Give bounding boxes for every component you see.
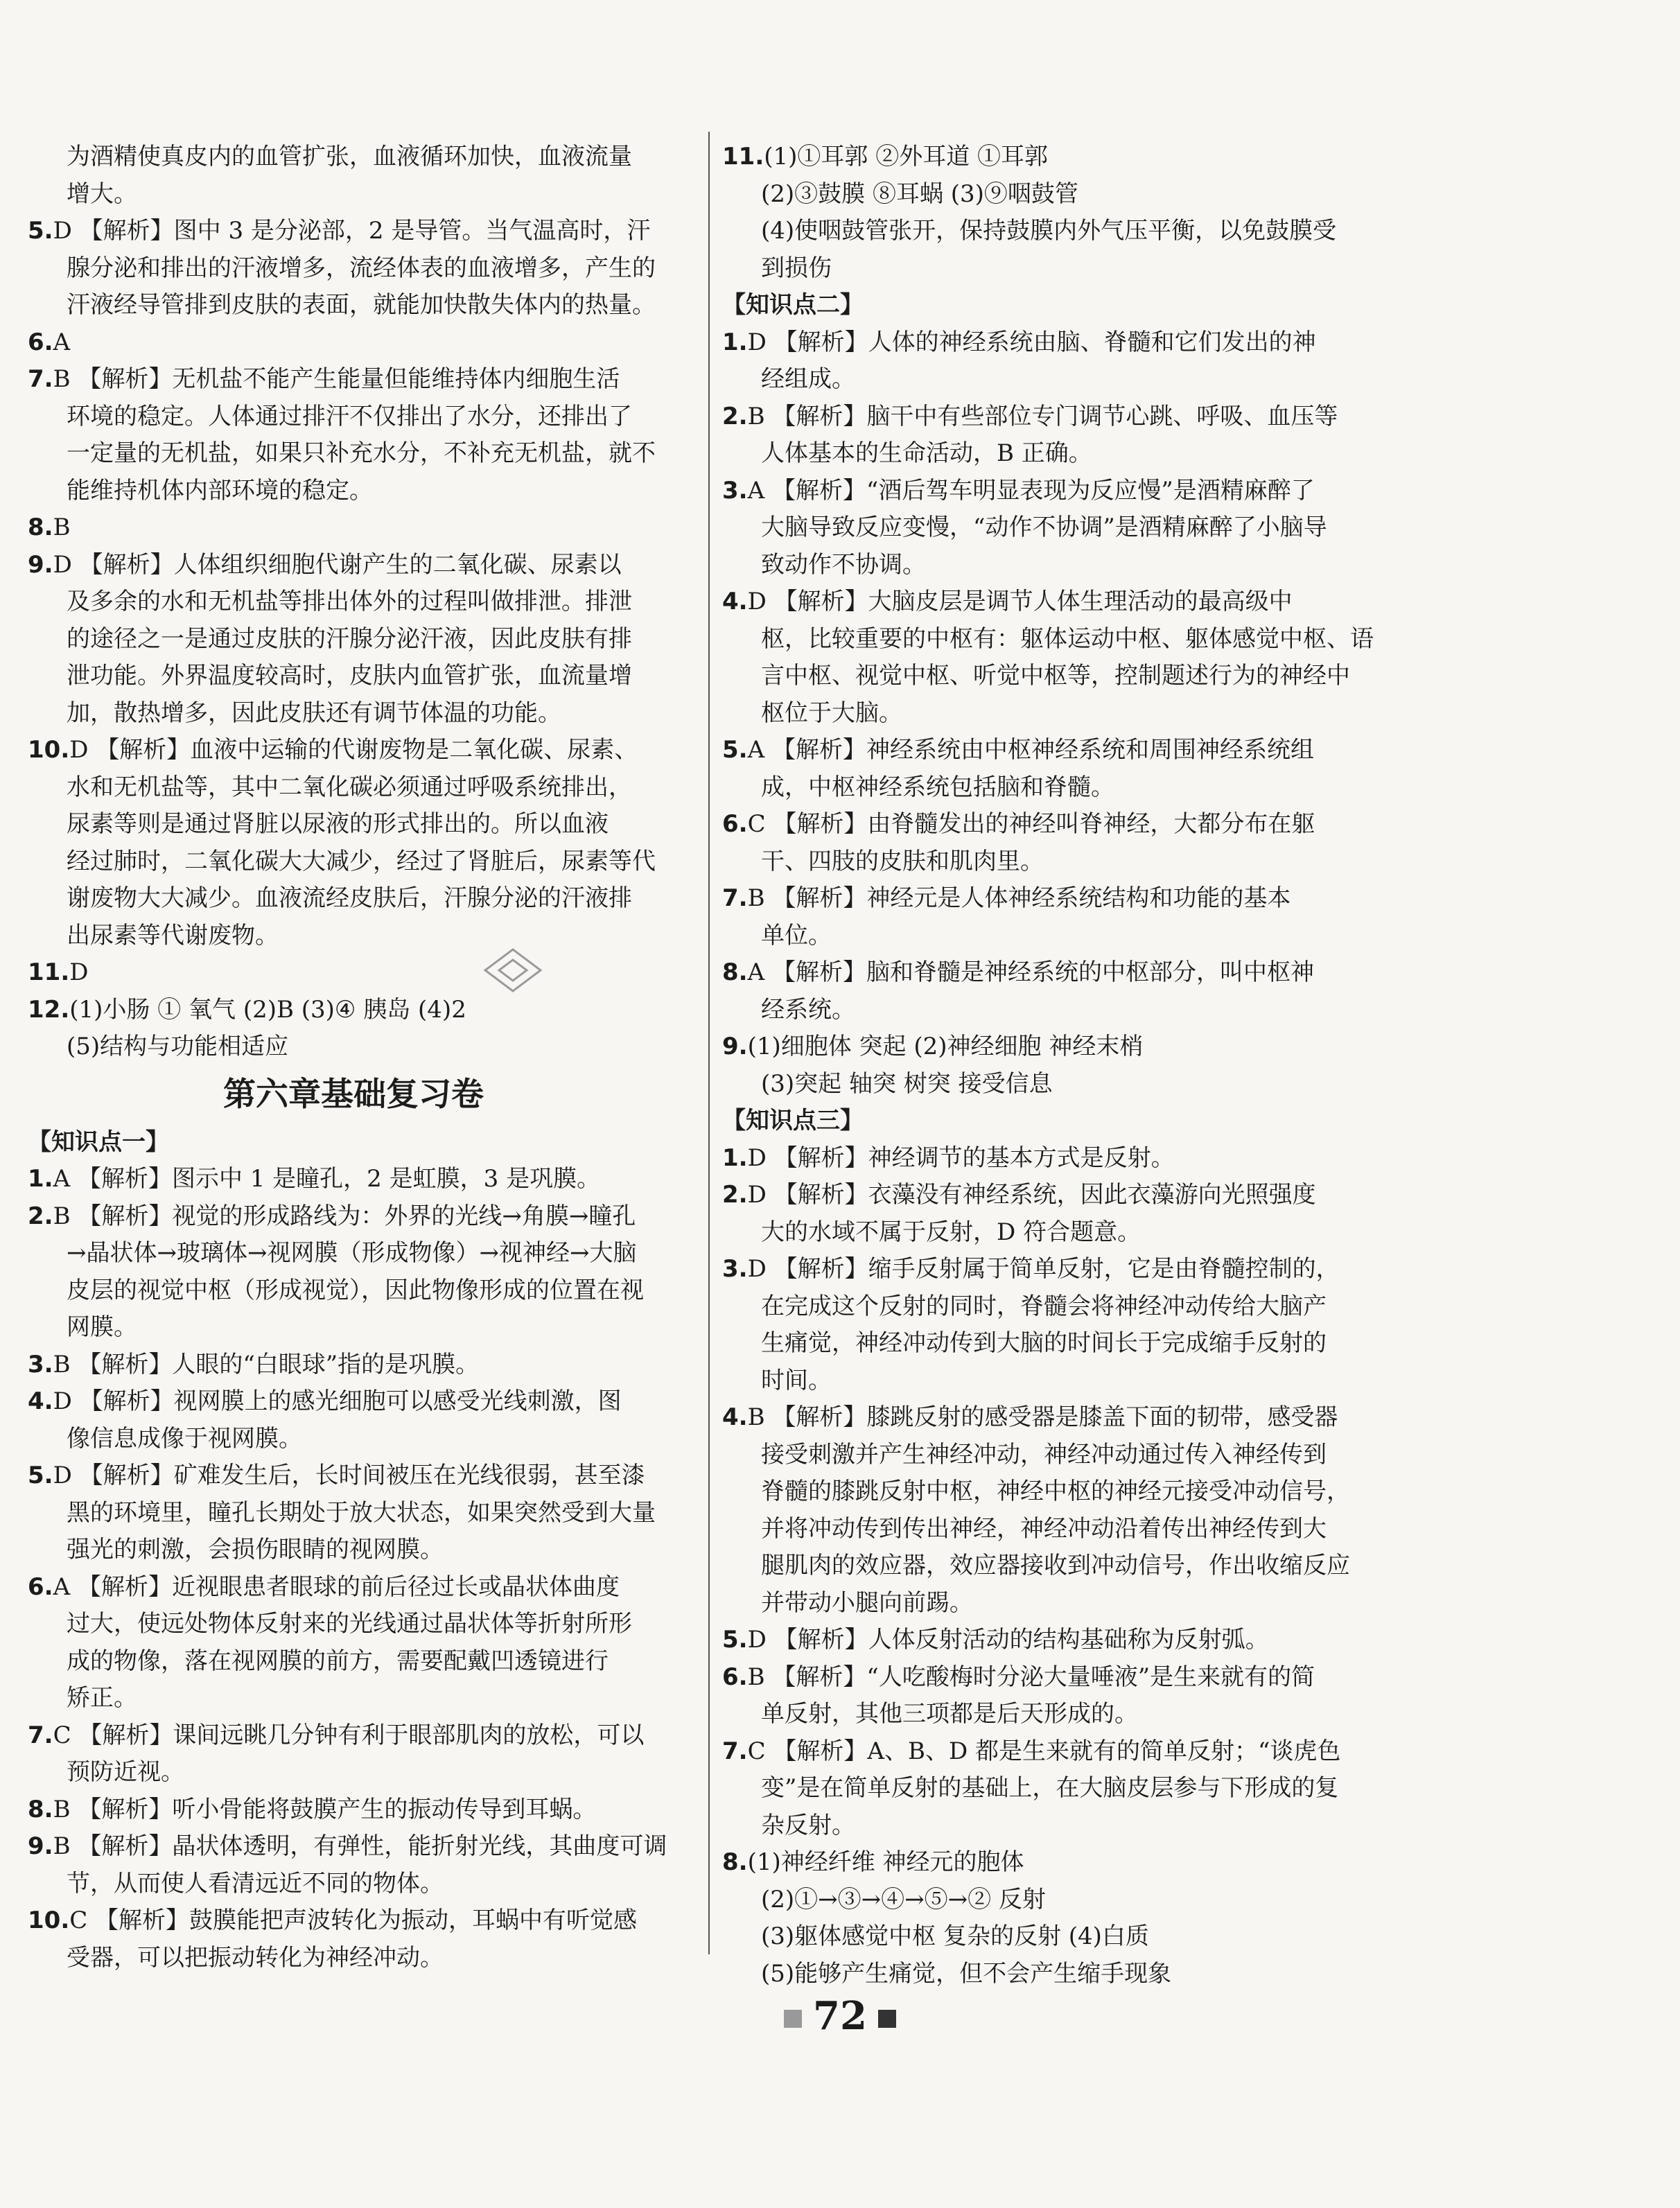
answer-item	[722, 139, 1374, 176]
item-number: 6.	[722, 1663, 748, 1691]
item-text: B 【解析】神经元是人体神经系统结构和功能的基本	[747, 884, 1291, 912]
answer-continuation	[28, 1421, 679, 1458]
answer-continuation	[722, 1288, 1374, 1326]
item-number: 6.	[28, 328, 53, 356]
item-number: 5.	[28, 1462, 53, 1489]
item-text: B 【解析】膝跳反射的感受器是膝盖下面的韧带，感受器	[747, 1403, 1338, 1431]
answer-continuation	[28, 658, 679, 695]
item-text: D 【解析】大脑皮层是调节人体生理活动的最高级中	[747, 588, 1293, 615]
answer-continuation	[722, 918, 1374, 955]
answer-item	[722, 473, 1374, 510]
item-text: 脊髓的膝跳反射中枢，神经中枢的神经元接受冲动信号，	[761, 1478, 1350, 1505]
answer-continuation	[28, 584, 679, 621]
item-text: 到损伤	[761, 254, 832, 282]
item-text: (4)使咽鼓管张开，保持鼓膜内外气压平衡，以免鼓膜受	[761, 217, 1337, 245]
answer-continuation	[722, 695, 1374, 733]
right-column	[722, 139, 1374, 1992]
item-text: A 【解析】脑和脊髓是神经系统的中枢部分，叫中枢神	[747, 958, 1314, 986]
answer-item	[722, 1733, 1374, 1771]
item-text: A 【解析】近视眼患者眼球的前后径过长或晶状体曲度	[53, 1572, 620, 1601]
answer-continuation	[722, 361, 1374, 398]
item-text: 接受刺激并产生神经冲动，神经冲动通过传入神经传到	[761, 1440, 1327, 1469]
item-number: 10.	[28, 736, 70, 764]
item-text: 加，散热增多，因此皮肤还有调节体温的功能。	[67, 699, 561, 727]
answer-item	[28, 1347, 679, 1384]
item-text: A	[53, 328, 71, 356]
page-number-row	[0, 1993, 1680, 2039]
item-text: D 【解析】视网膜上的感光细胞可以感受光线刺激，图	[53, 1387, 622, 1415]
item-text: 强光的刺激，会损伤眼睛的视网膜。	[67, 1536, 444, 1563]
item-text: 致动作不协调。	[761, 550, 926, 579]
answer-continuation	[722, 658, 1374, 695]
item-text: (5)能够产生痛觉，但不会产生缩手现象	[761, 1959, 1172, 1988]
item-text: D 【解析】矿难发生后，长时间被压在光线很弱，甚至漆	[53, 1462, 645, 1489]
answer-item	[722, 324, 1374, 362]
answer-continuation	[28, 880, 679, 918]
item-number: 7.	[28, 1721, 53, 1749]
item-text: 言中枢、视觉中枢、听觉中枢等，控制题述行为的神经中	[761, 662, 1350, 690]
item-number: 8.	[722, 1848, 748, 1876]
item-number: 4.	[722, 588, 748, 615]
item-text: B 【解析】听小骨能将鼓膜产生的振动传导到耳蜗。	[53, 1795, 597, 1823]
answer-continuation	[722, 1437, 1374, 1474]
item-number: 1.	[28, 1165, 53, 1193]
answer-continuation	[28, 1754, 679, 1791]
item-text: 并带动小腿向前踢。	[761, 1588, 973, 1617]
item-text: 预防近视。	[67, 1758, 184, 1786]
item-number: 2.	[722, 402, 748, 430]
item-text: 皮层的视觉中枢（形成视觉），因此物像形成的位置在视	[67, 1276, 644, 1304]
item-text: 受器，可以把振动转化为神经冲动。	[67, 1943, 444, 1972]
item-text: 经组成。	[761, 365, 855, 393]
item-number: 7.	[722, 1737, 748, 1765]
answer-continuation	[722, 435, 1374, 473]
item-text: 汗液经导管排到皮肤的表面，就能加快散失体内的热量。	[67, 291, 656, 319]
item-text: 为酒精使真皮内的血管扩张，血液循环加快，血液流量	[67, 143, 632, 170]
answer-continuation	[28, 176, 679, 213]
answer-item	[722, 1844, 1374, 1882]
answer-continuation	[722, 1882, 1374, 1919]
item-number: 3.	[722, 1255, 748, 1283]
answer-continuation	[28, 621, 679, 658]
answer-item	[28, 1383, 679, 1421]
item-number: 3.	[722, 476, 748, 505]
item-text: 及多余的水和无机盐等排出体外的过程叫做排泄。排泄	[67, 588, 632, 615]
answer-continuation	[28, 918, 679, 955]
answer-item	[722, 1399, 1374, 1437]
answer-continuation	[722, 1585, 1374, 1622]
answer-item	[722, 1028, 1374, 1066]
answer-item	[722, 954, 1374, 992]
item-text: →晶状体→玻璃体→视网膜（形成物像）→视神经→大脑	[67, 1239, 637, 1267]
item-text: A 【解析】图示中 1 是瞳孔，2 是虹膜，3 是巩膜。	[53, 1165, 601, 1193]
answer-item	[722, 398, 1374, 436]
item-text: D 【解析】神经调节的基本方式是反射。	[747, 1144, 1175, 1172]
answer-continuation	[28, 250, 679, 288]
answer-item	[722, 1140, 1374, 1177]
item-text: 成的物像，落在视网膜的前方，需要配戴凹透镜进行	[67, 1647, 609, 1675]
answer-item	[722, 1659, 1374, 1697]
item-text: 生痛觉，神经冲动传到大脑的时间长于完成缩手反射的	[761, 1329, 1327, 1357]
item-number: 10.	[28, 1907, 70, 1934]
item-number: 8.	[28, 1795, 53, 1823]
answer-continuation	[28, 1272, 679, 1310]
item-text: (3)突起 轴突 树突 接受信息	[761, 1069, 1053, 1098]
answer-item	[28, 1717, 679, 1755]
answer-continuation	[722, 621, 1374, 658]
item-text: B 【解析】脑干中有些部位专门调节心跳、呼吸、血压等	[747, 402, 1338, 430]
answer-item	[28, 1902, 679, 1940]
item-text: 杂反射。	[761, 1811, 855, 1839]
answer-continuation	[722, 1918, 1374, 1956]
answer-continuation	[28, 843, 679, 881]
item-text: B 【解析】人眼的“白眼球”指的是巩膜。	[53, 1350, 480, 1378]
answer-item	[28, 992, 679, 1029]
item-number: 9.	[28, 550, 53, 579]
item-text: (2)①→③→④→⑤→② 反射	[761, 1885, 1046, 1913]
item-number: 2.	[722, 1181, 748, 1209]
item-text: 成，中枢神经系统包括脑和脊髓。	[761, 773, 1114, 801]
item-text: 腿肌肉的效应器，效应器接收到冲动信号，作出收缩反应	[761, 1552, 1350, 1579]
answer-continuation	[28, 473, 679, 510]
answer-continuation	[722, 1363, 1374, 1400]
answer-item	[28, 732, 679, 769]
column-divider	[708, 132, 710, 1954]
item-text: 单位。	[761, 921, 832, 949]
answer-continuation	[722, 1956, 1374, 1993]
answer-continuation	[722, 1548, 1374, 1585]
answer-continuation	[28, 695, 679, 733]
item-number: 11.	[722, 143, 764, 170]
item-text: C 【解析】由脊髓发出的神经叫脊神经，大都分布在躯	[747, 810, 1315, 838]
item-text: D	[69, 958, 89, 986]
watermark-stamp-icon	[478, 943, 548, 998]
answer-continuation	[722, 176, 1374, 213]
answer-item	[722, 1251, 1374, 1288]
item-text: 增大。	[67, 179, 137, 208]
item-text: 能维持机体内部环境的稳定。	[67, 476, 373, 505]
item-text: (5)结构与功能相适应	[67, 1033, 289, 1060]
item-text: 并将冲动传到传出神经，神经冲动沿着传出神经传到大	[761, 1514, 1327, 1543]
item-text: 过大，使远处物体反射来的光线通过晶状体等折射所形	[67, 1610, 632, 1638]
item-text: 大脑导致反应变慢，“动作不协调”是酒精麻醉了小脑导	[761, 514, 1327, 541]
item-text: 干、四肢的皮肤和肌肉里。	[761, 847, 1044, 875]
item-text: (1)小肠 ① 氧气 (2)B (3)④ 胰岛 (4)2	[69, 995, 466, 1024]
answer-continuation	[28, 1309, 679, 1347]
item-text: A 【解析】神经系统由中枢神经系统和周围神经系统组	[747, 736, 1314, 764]
item-text: (3)躯体感觉中枢 复杂的反射 (4)白质	[761, 1922, 1149, 1950]
section-heading: 【知识点三】	[722, 1107, 864, 1134]
item-text: 经过肺时，二氧化碳大大减少，经过了肾脏后，尿素等代	[67, 847, 656, 875]
item-number: 9.	[722, 1033, 748, 1060]
answer-continuation	[722, 1770, 1374, 1807]
section-heading: 【知识点一】	[28, 1128, 169, 1156]
item-text: 单反射，其他三项都是后天形成的。	[761, 1700, 1138, 1728]
item-number: 7.	[722, 884, 748, 912]
answer-continuation	[722, 1066, 1374, 1103]
item-number: 5.	[28, 217, 53, 245]
answer-continuation	[722, 843, 1374, 881]
item-number: 4.	[28, 1387, 53, 1415]
answer-continuation	[28, 1643, 679, 1681]
item-number: 12.	[28, 995, 70, 1024]
item-text: C 【解析】鼓膜能把声波转化为振动，耳蜗中有听觉感	[69, 1907, 638, 1934]
item-text: 网膜。	[67, 1313, 137, 1341]
answer-item	[28, 954, 679, 992]
answer-item	[28, 1161, 679, 1198]
item-text: (1)①耳郭 ②外耳道 ①耳郭	[764, 143, 1049, 170]
item-text: D 【解析】人体组织细胞代谢产生的二氧化碳、尿素以	[53, 550, 622, 579]
item-text: 节，从而使人看清远近不同的物体。	[67, 1869, 444, 1898]
item-text: B 【解析】无机盐不能产生能量但能维持体内细胞生活	[53, 365, 620, 393]
item-text: D 【解析】衣藻没有神经系统，因此衣藻游向光照强度	[747, 1181, 1316, 1209]
item-text: 人体基本的生命活动，B 正确。	[761, 439, 1092, 467]
item-number: 5.	[722, 736, 748, 764]
item-text: 矫正。	[67, 1684, 137, 1712]
answer-item	[722, 1177, 1374, 1214]
item-text: B 【解析】晶状体透明，有弹性，能折射光线，其曲度可调	[53, 1832, 667, 1860]
answer-item	[28, 547, 679, 584]
answer-continuation	[722, 213, 1374, 250]
answer-continuation	[28, 287, 679, 324]
item-text: 腺分泌和排出的汗液增多，流经体表的血液增多，产生的	[67, 254, 656, 282]
answer-continuation	[28, 1495, 679, 1532]
answer-item	[722, 1622, 1374, 1659]
item-number: 1.	[722, 328, 748, 356]
answer-continuation	[28, 769, 679, 807]
answer-continuation	[722, 1325, 1374, 1363]
item-number: 2.	[28, 1202, 53, 1230]
answer-continuation	[722, 250, 1374, 288]
item-number: 6.	[28, 1572, 53, 1601]
item-number: 1.	[722, 1144, 748, 1172]
answer-item	[722, 584, 1374, 621]
answer-item	[722, 880, 1374, 918]
item-text: C 【解析】A、B、D 都是生来就有的简单反射；“谈虎色	[747, 1737, 1341, 1765]
section-heading: 【知识点二】	[722, 291, 864, 319]
item-text: D 【解析】图中 3 是分泌部，2 是导管。当气温高时，汗	[53, 217, 651, 245]
left-column	[28, 139, 679, 1977]
answer-continuation	[722, 1807, 1374, 1845]
answer-continuation	[722, 1511, 1374, 1548]
item-text: D 【解析】人体的神经系统由脑、脊髓和它们发出的神	[747, 328, 1316, 356]
answer-item	[28, 324, 679, 362]
item-text: 大的水域不属于反射，D 符合题意。	[761, 1218, 1141, 1246]
item-text: 泄功能。外界温度较高时，皮肤内血管扩张，血流量增	[67, 662, 632, 690]
item-number: 5.	[722, 1626, 748, 1654]
answer-item	[28, 1457, 679, 1495]
item-text: 一定量的无机盐，如果只补充水分，不补充无机盐，就不	[67, 439, 656, 467]
item-number: 4.	[722, 1403, 748, 1431]
answer-continuation	[28, 1235, 679, 1272]
answer-continuation	[722, 1696, 1374, 1733]
answer-continuation	[722, 1214, 1374, 1252]
item-text: B 【解析】视觉的形成路线为：外界的光线→角膜→瞳孔	[53, 1202, 636, 1230]
item-number: 6.	[722, 810, 748, 838]
answer-continuation	[28, 1028, 679, 1066]
answer-continuation	[28, 1680, 679, 1717]
answer-item	[28, 213, 679, 250]
answer-continuation	[28, 1606, 679, 1643]
answer-continuation	[722, 547, 1374, 584]
right-square-icon	[878, 2010, 896, 2028]
item-text: D 【解析】人体反射活动的结构基础称为反射弧。	[747, 1626, 1269, 1654]
item-text: 的途径之一是通过皮肤的汗腺分泌汗液，因此皮肤有排	[67, 624, 632, 653]
answer-item	[28, 1828, 679, 1866]
item-number: 9.	[28, 1832, 53, 1860]
answer-continuation	[28, 398, 679, 436]
chapter-title: 第六章基础复习卷	[223, 1075, 484, 1114]
item-text: 枢位于大脑。	[761, 699, 902, 727]
answer-item	[28, 1569, 679, 1606]
answer-continuation	[28, 1866, 679, 1903]
item-text: B 【解析】“人吃酸梅时分泌大量唾液”是生来就有的简	[747, 1663, 1315, 1691]
answer-continuation	[722, 509, 1374, 547]
left-square-icon	[784, 2010, 802, 2028]
answer-continuation	[28, 1940, 679, 1977]
answer-continuation	[28, 139, 679, 176]
item-text: A 【解析】“酒后驾车明显表现为反应慢”是酒精麻醉了	[747, 476, 1315, 505]
item-text: 黑的环境里，瞳孔长期处于放大状态，如果突然受到大量	[67, 1498, 656, 1527]
item-text: 环境的稳定。人体通过排汗不仅排出了水分，还排出了	[67, 402, 632, 430]
item-text: 谢废物大大减少。血液流经皮肤后，汗腺分泌的汗液排	[67, 884, 632, 912]
item-number: 11.	[28, 958, 70, 986]
item-text: B	[53, 514, 71, 541]
answer-continuation	[722, 992, 1374, 1029]
item-text: 尿素等则是通过肾脏以尿液的形式排出的。所以血液	[67, 810, 609, 838]
answer-item	[28, 509, 679, 547]
answer-continuation	[28, 435, 679, 473]
answer-continuation	[28, 1532, 679, 1569]
answer-continuation	[28, 806, 679, 843]
item-text: 经系统。	[761, 995, 855, 1024]
item-text: 时间。	[761, 1366, 832, 1394]
item-number: 8.	[28, 514, 53, 541]
page-number: 72	[813, 1993, 867, 2039]
item-text: 枢，比较重要的中枢有：躯体运动中枢、躯体感觉中枢、语	[761, 624, 1374, 653]
answer-item	[28, 361, 679, 398]
answer-continuation	[722, 769, 1374, 807]
item-number: 8.	[722, 958, 748, 986]
item-text: D 【解析】血液中运输的代谢废物是二氧化碳、尿素、	[69, 736, 638, 764]
answer-item	[28, 1198, 679, 1236]
item-text: 在完成这个反射的同时，脊髓会将神经冲动传给大脑产	[761, 1292, 1327, 1320]
item-text: (1)细胞体 突起 (2)神经细胞 神经末梢	[747, 1033, 1144, 1060]
item-text: D 【解析】缩手反射属于简单反射，它是由脊髓控制的，	[747, 1255, 1340, 1283]
item-text: 像信息成像于视网膜。	[67, 1424, 302, 1453]
item-text: 变”是在简单反射的基础上，在大脑皮层参与下形成的复	[761, 1774, 1339, 1802]
answer-item	[722, 806, 1374, 843]
item-text: 水和无机盐等，其中二氧化碳必须通过呼吸系统排出，	[67, 773, 632, 801]
item-text: (2)③鼓膜 ⑧耳蜗 (3)⑨咽鼓管	[761, 179, 1078, 208]
item-text: 出尿素等代谢废物。	[67, 921, 279, 949]
item-number: 7.	[28, 365, 53, 393]
answer-item	[722, 732, 1374, 769]
answer-item	[28, 1791, 679, 1829]
item-text: (1)神经纤维 神经元的胞体	[747, 1848, 1024, 1876]
answer-continuation	[722, 1473, 1374, 1511]
item-number: 3.	[28, 1350, 53, 1378]
item-text: C 【解析】课间远眺几分钟有利于眼部肌肉的放松，可以	[53, 1721, 645, 1749]
